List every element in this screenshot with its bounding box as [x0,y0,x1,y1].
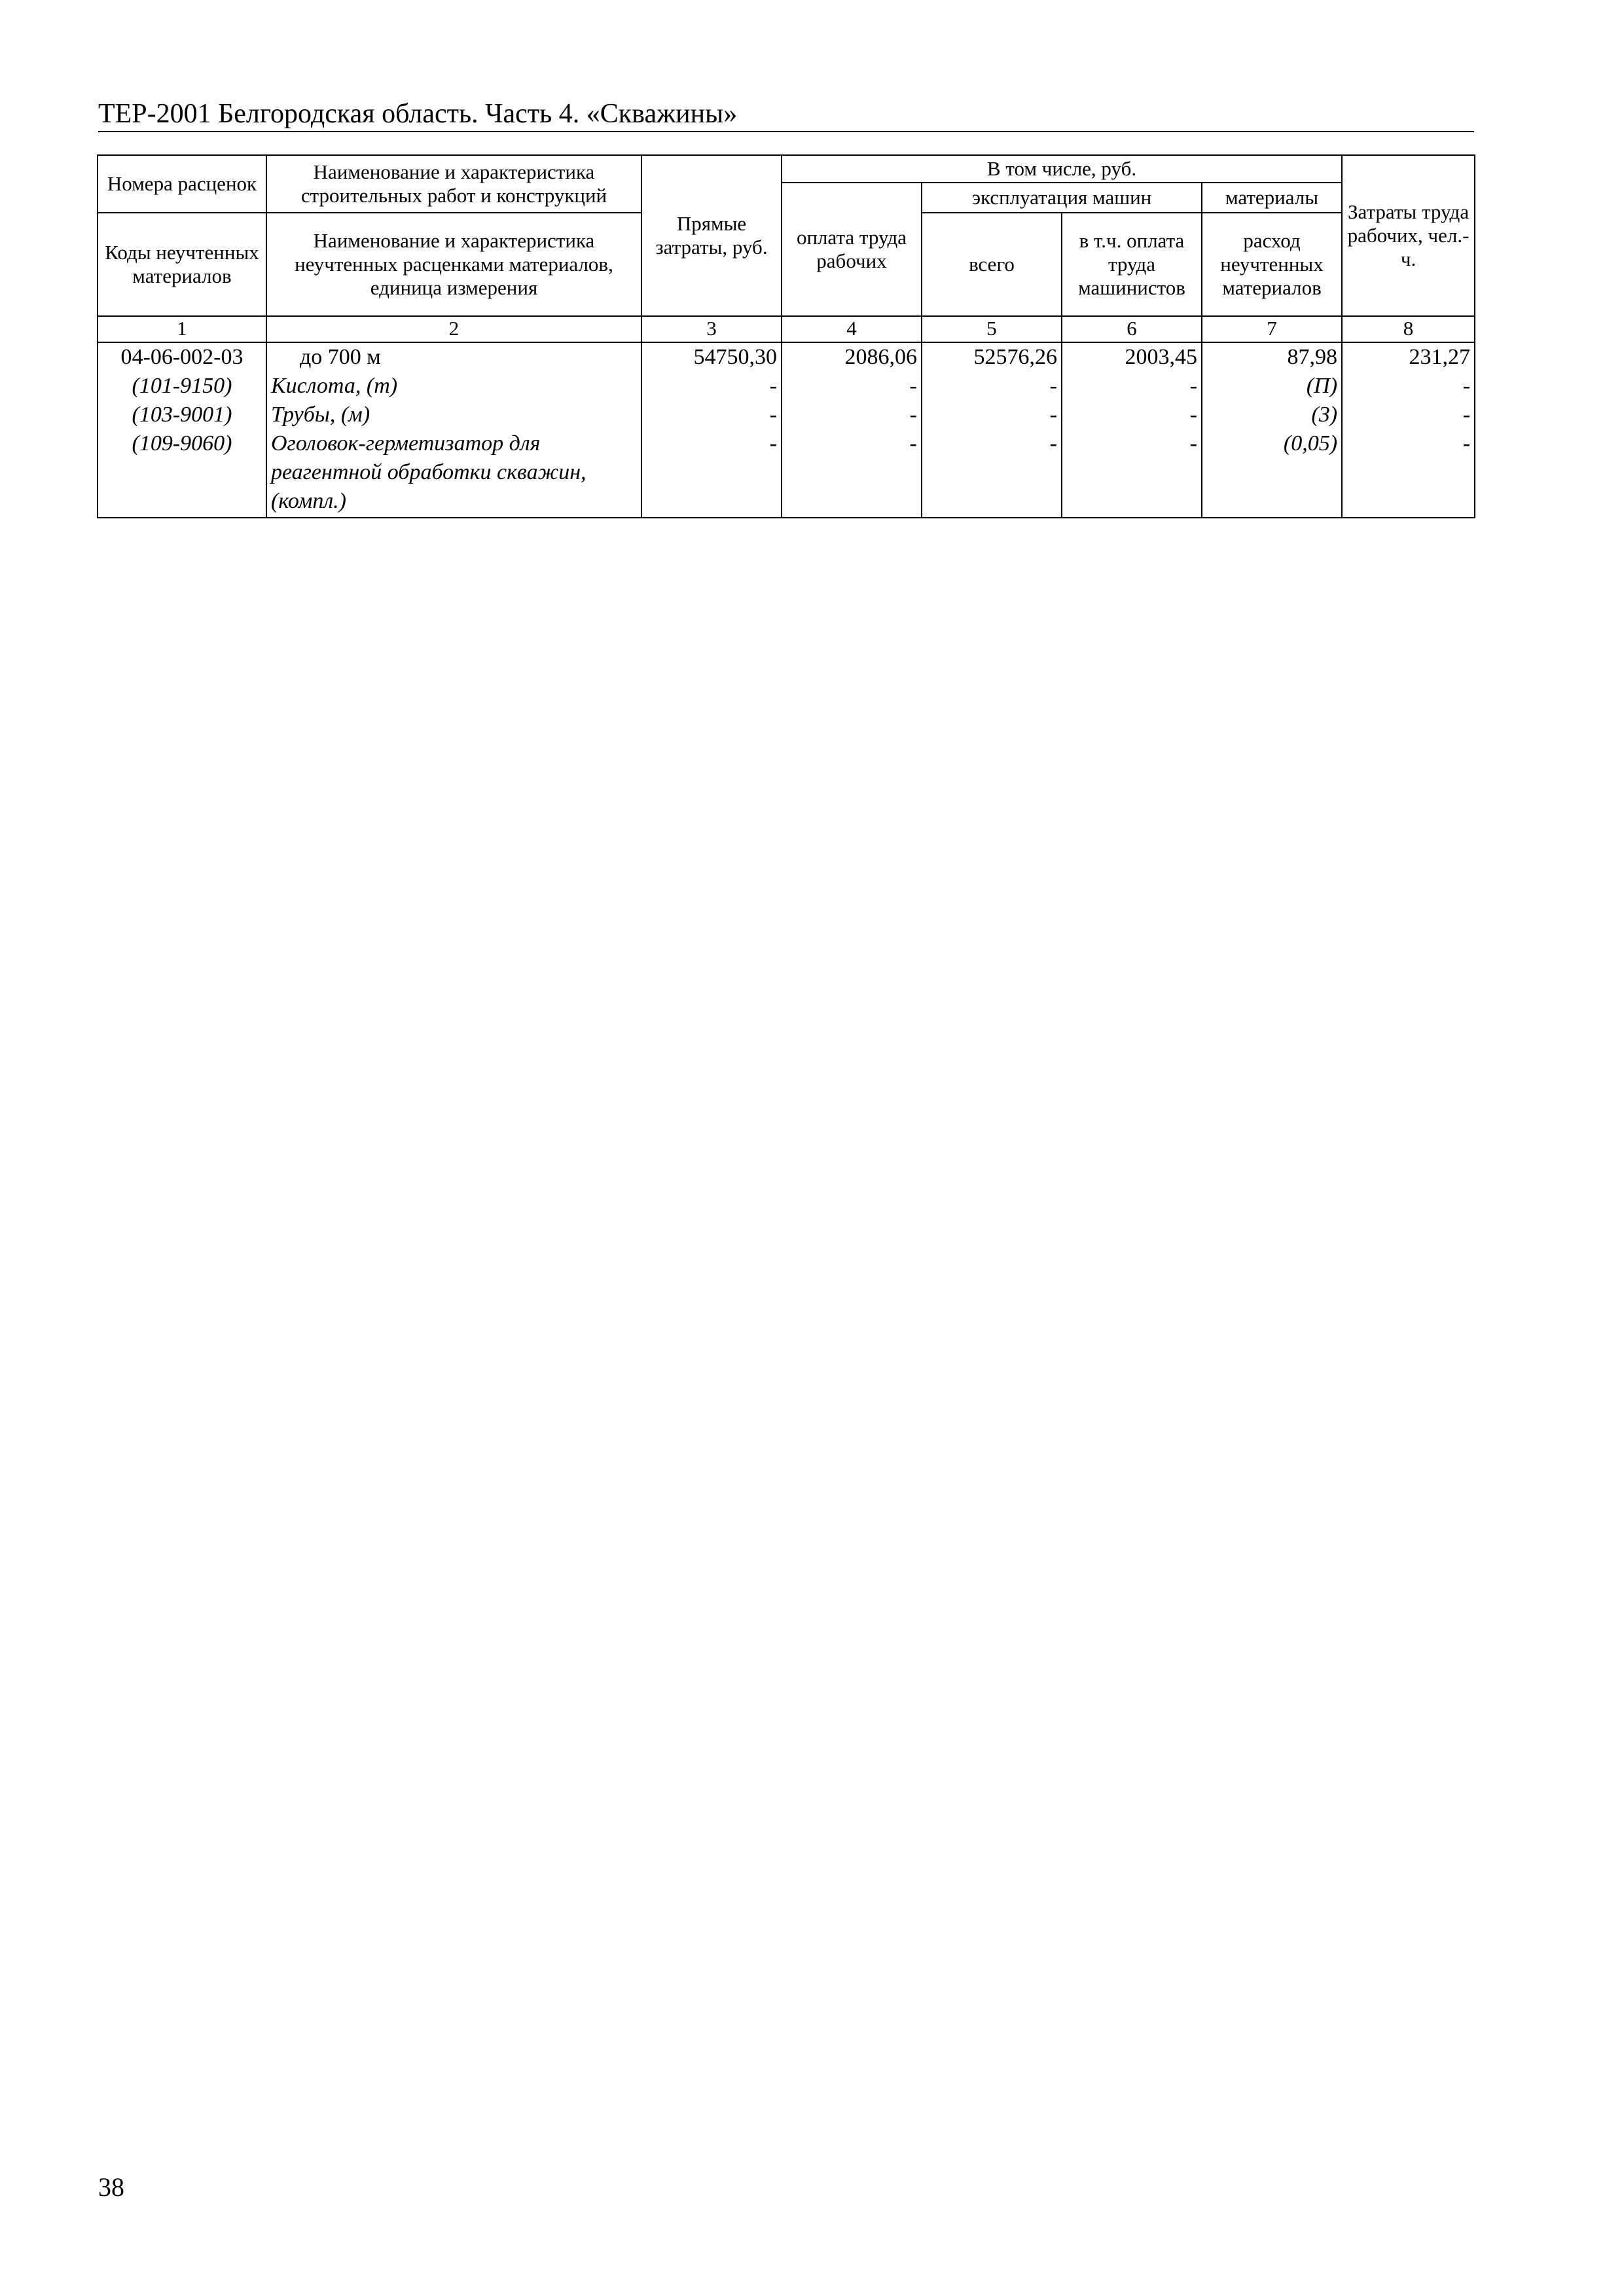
labor-pay-cell [782,342,922,518]
column-number: 1 [98,316,266,342]
machinists-pay-value: 2003,45 [1125,345,1197,369]
header-rule [98,131,1474,132]
labor-pay-value: 2086,06 [844,345,917,369]
cell-dash: - [909,431,917,456]
cell-dash: - [769,374,777,398]
running-title: ТЕР-2001 Белгородская область. Часть 4. «Скважины» [98,99,738,129]
cell-dash: - [1189,374,1197,398]
cell-dash: - [1462,403,1471,427]
machinists-pay-cell [1062,342,1202,518]
header-work-name: Наименование и характеристика строительных работ и конструкций [266,155,641,213]
cell-dash: - [909,403,917,427]
material-name: Оголовок-герметизатор для реагентной обработки скважин, (компл.) [271,431,586,513]
name-cell [266,342,641,518]
column-number: 2 [266,316,641,342]
column-number: 8 [1342,316,1475,342]
header-machines-total: всего [922,213,1062,316]
header-machinists-pay: в т.ч. оплата труда машинистов [1062,213,1202,316]
material-code: (103-9001) [132,403,232,427]
machines-total-value: 52576,26 [973,345,1057,369]
header-materials: материалы [1202,183,1342,213]
material-code: (101-9150) [132,374,232,398]
cell-dash: - [769,431,777,456]
machines-total-cell [922,342,1062,518]
header-material-name: Наименование и характеристика неучтенных расценками материалов, единица измерения [266,213,641,316]
column-number: 6 [1062,316,1202,342]
rate-code: 04-06-002-03 [120,345,244,369]
column-number: 5 [922,316,1062,342]
header-row-1 [98,155,1475,183]
header-material-consumption: расход неучтенных материалов [1202,213,1342,316]
column-number-row [98,316,1475,342]
material-name: Кислота, (т) [271,374,398,398]
cell-dash: - [1189,403,1197,427]
header-labor-pay: оплата труда рабочих [782,183,922,316]
material-consumption: (3) [1311,403,1338,427]
cell-dash: - [1462,431,1471,456]
table-row [98,342,1475,518]
cell-dash: - [1049,374,1057,398]
page-number: 38 [98,2172,124,2202]
labor-hours-value: 231,27 [1409,345,1471,369]
cell-dash: - [909,374,917,398]
header-including: В том числе, руб. [782,155,1342,183]
cell-dash: - [1462,374,1471,398]
column-number: 4 [782,316,922,342]
direct-costs-value: 54750,30 [693,345,777,369]
material-consumption: (0,05) [1283,431,1338,456]
header-rate-numbers: Номера расценок [98,155,266,213]
cell-dash: - [1049,431,1057,456]
labor-hours-cell [1342,342,1475,518]
direct-costs-cell [641,342,782,518]
cell-dash: - [1189,431,1197,456]
code-cell [98,342,266,518]
materials-cell [1202,342,1342,518]
material-name: Трубы, (м) [271,403,370,427]
cell-dash: - [1049,403,1057,427]
column-number: 7 [1202,316,1342,342]
header-material-codes: Коды неучтенных материалов [98,213,266,316]
header-direct-costs: Прямые затраты, руб. [641,155,782,316]
column-number: 3 [641,316,782,342]
materials-value: 87,98 [1287,345,1338,369]
cell-dash: - [769,403,777,427]
work-name: до 700 м [300,345,381,369]
rates-table [97,154,1475,518]
header-labor-hours: Затраты труда рабочих, чел.-ч. [1342,155,1475,316]
material-consumption: (П) [1306,374,1338,398]
header-machine-operation: эксплуатация машин [922,183,1202,213]
material-code: (109-9060) [132,431,232,456]
